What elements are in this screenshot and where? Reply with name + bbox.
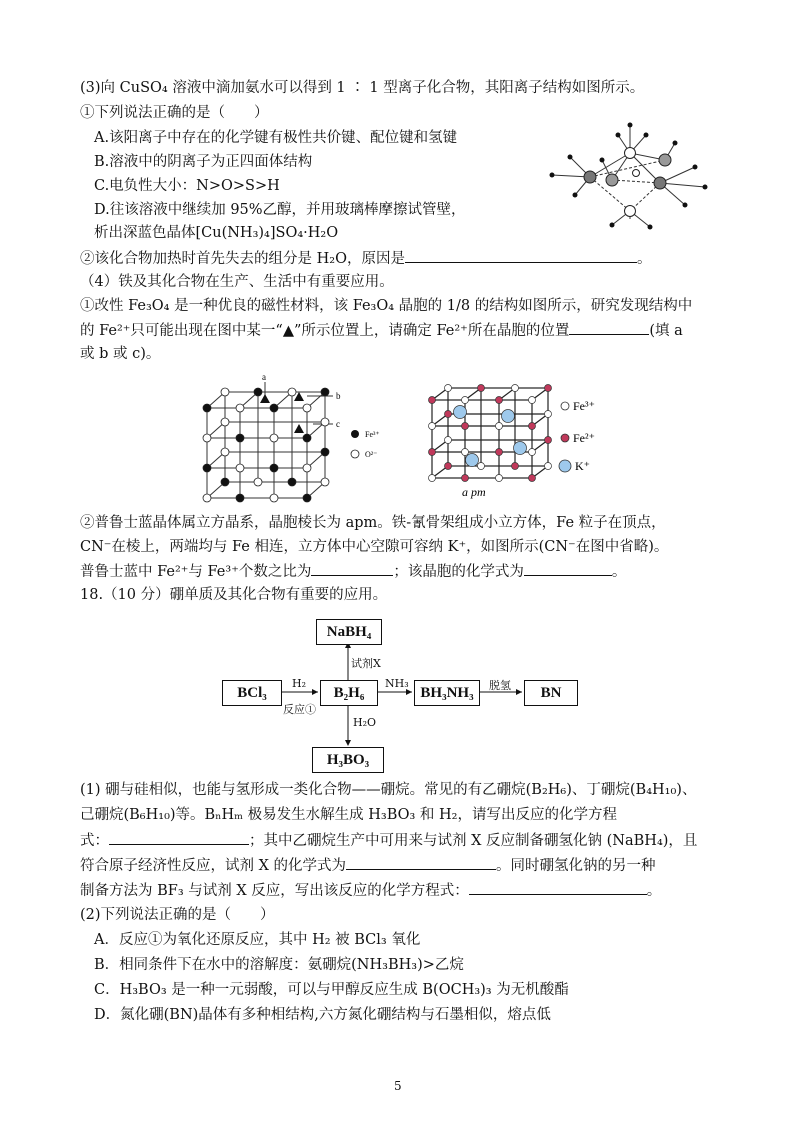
answer-blank[interactable]: [469, 880, 647, 895]
box-b2h6: B₂H₆: [320, 680, 378, 706]
q18-2-option-d: D．氮化硼(BN)晶体有多种相结构,六方氮化硼结构与石墨相似，熔点低: [94, 1007, 551, 1023]
q18-2-option-c: C．H₃BO₃ 是一种一元弱酸，可以与甲醇反应生成 B(OCH₃)₃ 为无机酸酯: [94, 982, 569, 998]
q17-4-p1-line2: 的 Fe²⁺只可能出现在图中某一“▲”所示位置上，请确定 Fe²⁺所在晶胞的位置 (填 a: [80, 320, 683, 341]
q18-1-line4: 符合原子经济性反应，试剂 X 的化学式为 。同时硼氢化钠的另一种: [80, 855, 656, 876]
q17-3-option-b: B.溶液中的阴离子为正四面体结构: [94, 154, 313, 170]
label-b: b: [336, 391, 341, 401]
q17-4-p1-line3: 或 b 或 c)。: [80, 346, 161, 362]
page-number: 5: [394, 1079, 402, 1093]
label-reaction1: 反应①: [283, 703, 316, 716]
q18-title: 18.（10 分）硼单质及其化合物有重要的应用。: [80, 587, 388, 603]
q18-1-line2: 己硼烷(B₆H₁₀)等。BₙHₘ 极易发生水解生成 H₃BO₃ 和 H₂，请写出反应的化学方程: [80, 807, 617, 823]
q17-3-option-a: A.该阳离子中存在的化学键有极性共价键、配位键和氢键: [94, 130, 458, 146]
label-h2o: H₂O: [353, 716, 377, 729]
q18-2-option-a: A．反应①为氧化还原反应，其中 H₂ 被 BCl₃ 氧化: [94, 932, 421, 948]
q17-4-p2-line1: ②普鲁士蓝晶体属立方晶系，晶胞棱长为 apm。铁-氰骨架组成小立方体，Fe 粒子在顶点，: [80, 515, 666, 531]
legend-fe3: Fe³⁺: [573, 399, 595, 413]
legend-fe2: Fe²⁺: [573, 431, 595, 445]
answer-blank[interactable]: [346, 855, 496, 870]
legend-o2: O²⁻: [365, 450, 378, 459]
label-apm: a pm: [462, 485, 486, 499]
label-h2: H₂: [292, 677, 307, 690]
q17-3-intro: (3)向 CuSO₄ 溶液中滴加氨水可以得到 1 ∶ 1 型离子化合物，其阳离子结构如图所示。: [80, 80, 645, 96]
answer-blank[interactable]: [109, 830, 249, 845]
label-a: a: [262, 372, 266, 382]
legend-fe3: Fe³⁺: [365, 430, 380, 439]
box-bcl3: BCl₃: [222, 680, 282, 706]
box-h3bo3: H₃BO₃: [312, 747, 384, 773]
q18-2-option-b: B．相同条件下在水中的溶解度：氨硼烷(NH₃BH₃)>乙烷: [94, 957, 464, 973]
q18-2-stem: (2)下列说法正确的是（ ）: [80, 907, 275, 923]
label-dehydrogenation: 脱氢: [489, 679, 511, 692]
box-bh3nh3: BH₃NH₃: [414, 680, 480, 706]
box-bn: BN: [524, 680, 578, 706]
q17-4-p2-line2: CN⁻在棱上，两端均与 Fe 相连，立方体中心空隙可容纳 K⁺，如图所示(CN⁻在图中省略)。: [80, 539, 669, 555]
label-reagent-x: 试剂X: [351, 657, 381, 670]
q17-3-sub1: ①下列说法正确的是（ ）: [80, 105, 269, 121]
q17-4-intro: （4）铁及其化合物在生产、生活中有重要应用。: [80, 274, 394, 290]
box-nabh4: NaBH₄: [316, 619, 382, 645]
q18-1-line1: (1) 硼与硅相似，也能与氢形成一类化合物——硼烷。常见的有乙硼烷(B₂H₆)、丁硼烷(B₄H₁₀)、: [80, 782, 697, 798]
label-nh3: NH₃: [385, 677, 409, 690]
q17-3-option-c: C.电负性大小：N>O>S>H: [94, 178, 280, 194]
legend-k: K⁺: [575, 459, 590, 473]
q18-1-line3: 式： ；其中乙硼烷生产中可用来与试剂 X 反应制备硼氢化钠 (NaBH₄)，且: [80, 830, 697, 851]
q17-3-option-d-cont: 析出深蓝色晶体[Cu(NH₃)₄]SO₄·H₂O: [94, 225, 339, 241]
label-c: c: [336, 419, 340, 429]
q17-3-sub2: ②该化合物加热时首先失去的组分是 H₂O，原因是 。: [80, 248, 651, 269]
q17-3-option-d: D.往该溶液中继续加 95%乙醇，并用玻璃棒摩擦试管壁，: [94, 202, 466, 218]
q17-4-p1-line1: ①改性 Fe₃O₄ 是一种优良的磁性材料，该 Fe₃O₄ 晶胞的 1/8 的结构如图所示，研究发现结构中: [80, 298, 693, 314]
q17-4-p2-line3: 普鲁士蓝中 Fe²⁺与 Fe³⁺个数之比为 ；该晶胞的化学式为 。: [80, 561, 626, 582]
q18-1-line5: 制备方法为 BF₃ 与试剂 X 反应，写出该反应的化学方程式： 。: [80, 880, 661, 901]
